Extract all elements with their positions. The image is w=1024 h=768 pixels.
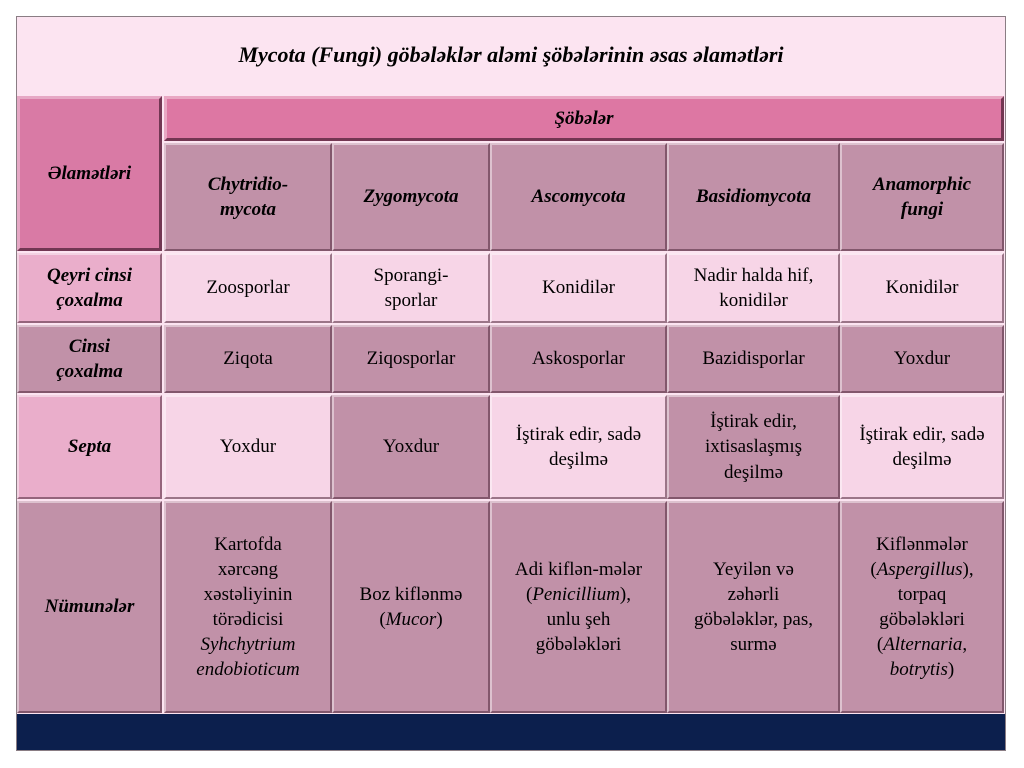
table-cell bbox=[840, 501, 1004, 713]
slide-title: Mycota (Fungi) göbələklər aləmi şöbələrinin əsas əlamətləri bbox=[238, 42, 784, 67]
column-header-label: Chytridio-mycota bbox=[207, 173, 289, 220]
table-cell bbox=[840, 325, 1004, 393]
cell-text: Nadir halda hif, konidilər bbox=[693, 264, 814, 311]
column-header-label: Basidiomycota bbox=[695, 186, 812, 208]
table-cell bbox=[164, 501, 332, 713]
cell-text: Yoxdur bbox=[382, 436, 440, 458]
cell-text: Askosporlar bbox=[532, 348, 625, 370]
cell-text: Yoxdur bbox=[893, 348, 951, 370]
column-header bbox=[164, 143, 332, 251]
cell-text: ) bbox=[947, 659, 955, 681]
cell-content bbox=[170, 532, 326, 682]
table-cell bbox=[667, 501, 840, 713]
bottom-bar bbox=[17, 714, 1005, 750]
cell-text: Ziqota bbox=[223, 348, 273, 370]
species-name: Penicillium bbox=[532, 583, 620, 605]
corner-header-label: Əlamətləri bbox=[47, 162, 132, 184]
table-cell bbox=[332, 253, 490, 323]
corner-header bbox=[17, 96, 162, 251]
species-name: Alternaria bbox=[883, 634, 963, 656]
table-cell bbox=[164, 395, 332, 499]
table-cell bbox=[490, 325, 667, 393]
table-cell bbox=[667, 325, 840, 393]
cell-text: Yeyilən və zəhərli göbələklər, pas, surmə bbox=[693, 558, 813, 656]
column-header bbox=[332, 143, 490, 251]
column-header bbox=[490, 143, 667, 251]
group-header bbox=[164, 96, 1004, 141]
table-cell bbox=[164, 325, 332, 393]
cell-text: Konidilər bbox=[542, 277, 615, 299]
row-header-label: Qeyri cinsi çoxalma bbox=[47, 264, 132, 311]
cell-text: Ziqosporlar bbox=[366, 348, 456, 370]
table-cell bbox=[667, 395, 840, 499]
table-cell bbox=[490, 253, 667, 323]
cell-text: Kiflənmələr ( bbox=[870, 533, 968, 580]
cell-text: Zoosporlar bbox=[206, 277, 290, 299]
cell-text: ), unlu şeh göbələkləri bbox=[535, 583, 631, 656]
column-header-label: Anamorphic fungi bbox=[872, 173, 972, 220]
table-cell bbox=[332, 325, 490, 393]
cell-content bbox=[338, 582, 484, 632]
row-header-label: Cinsi çoxalma bbox=[56, 335, 123, 382]
cell-text: ), torpaq göbələkləri ( bbox=[876, 558, 974, 656]
cell-text: İştirak edir, sadə deşilmə bbox=[515, 423, 642, 470]
table-cell bbox=[667, 253, 840, 323]
cell-text: İştirak edir, sadə deşilmə bbox=[859, 423, 985, 470]
species-name: Mucor bbox=[385, 609, 437, 630]
cell-text: Boz kiflənmə ( bbox=[359, 583, 463, 630]
row-header-label: Septa bbox=[67, 436, 112, 458]
cell-content bbox=[673, 557, 834, 657]
table-cell bbox=[490, 501, 667, 713]
row-header-label: Nümunələr bbox=[44, 596, 135, 618]
species-name: Aspergillus bbox=[876, 558, 963, 580]
table-cell bbox=[840, 395, 1004, 499]
table-cell bbox=[332, 395, 490, 499]
column-header bbox=[840, 143, 1004, 251]
cell-text: ) bbox=[436, 609, 443, 630]
table-cell bbox=[490, 395, 667, 499]
table-cell bbox=[332, 501, 490, 713]
cell-text: İştirak edir, ixtisaslaşmış deşilmə bbox=[704, 411, 803, 483]
column-header-label: Zygomycota bbox=[363, 186, 459, 208]
row-header bbox=[17, 395, 162, 499]
table-cell bbox=[840, 253, 1004, 323]
cell-text: Yoxdur bbox=[219, 436, 277, 458]
row-header bbox=[17, 325, 162, 393]
cell-text: , bbox=[962, 634, 968, 656]
column-header-label: Ascomycota bbox=[531, 186, 626, 208]
column-header bbox=[667, 143, 840, 251]
group-header-label: Şöbələr bbox=[554, 107, 614, 129]
cell-content bbox=[846, 532, 998, 682]
cell-text: Konidilər bbox=[885, 277, 959, 299]
cell-text: Sporangi-sporlar bbox=[373, 264, 449, 311]
cell-text: Adi kiflən-mələr ( bbox=[514, 558, 643, 605]
row-header bbox=[17, 253, 162, 323]
cell-text: Kartofda xərcəng xəstəliyinin törədicisi bbox=[203, 533, 293, 630]
row-header bbox=[17, 501, 162, 713]
cell-content bbox=[496, 557, 661, 657]
species-name: botrytis bbox=[889, 659, 948, 681]
species-name: Syhchytrium endobioticum bbox=[196, 634, 300, 681]
table-cell bbox=[164, 253, 332, 323]
cell-text: Bazidisporlar bbox=[702, 348, 805, 370]
